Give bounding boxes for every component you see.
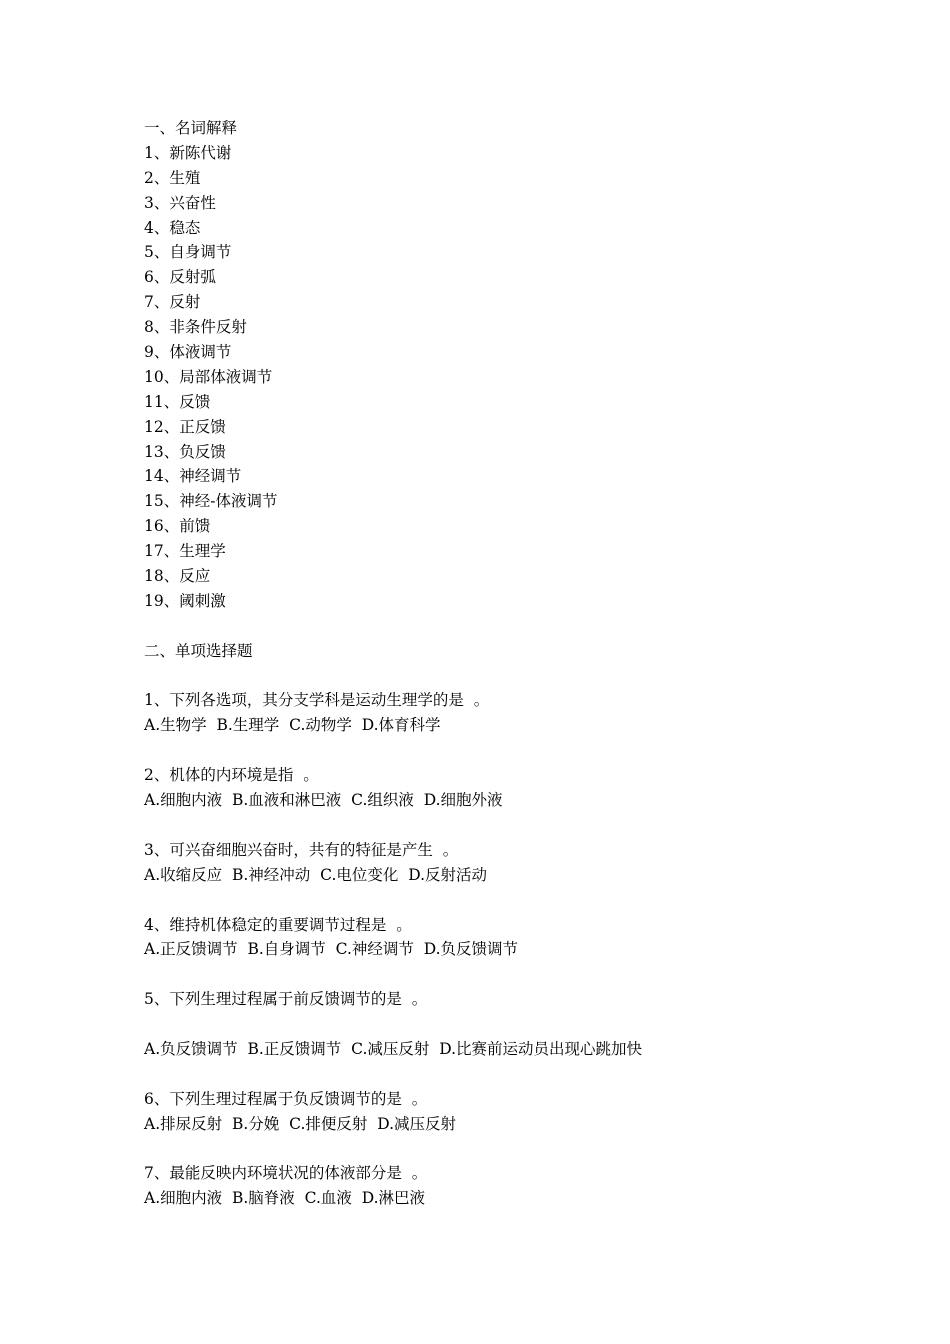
question-options: A.正反馈调节 B.自身调节 C.神经调节 D.负反馈调节 [144,940,519,959]
question-text: 4、维持机体稳定的重要调节过程是 。 [144,915,412,934]
term-item: 8、非条件反射 [144,318,247,337]
spacer [144,1137,844,1162]
spacer [144,813,844,838]
spacer [144,888,844,913]
question-text: 1、下列各选项，其分支学科是运动生理学的是 。 [144,691,490,710]
spacer [144,1062,844,1087]
term-item: 2、生殖 [144,168,201,187]
spacer [144,962,844,987]
term-item: 13、负反馈 [144,442,226,461]
question-text: 2、机体的内环境是指 。 [144,766,319,785]
document-page [144,116,844,1211]
question-options: A.生物学 B.生理学 C.动物学 D.体育科学 [144,716,441,735]
spacer [144,738,844,763]
section-heading-multiple-choice: 二、单项选择题 [144,641,253,660]
term-item: 7、反射 [144,293,201,312]
term-item: 10、局部体液调节 [144,367,273,386]
term-item: 12、正反馈 [144,417,226,436]
term-item: 18、反应 [144,567,211,586]
question-options: A.排尿反射 B.分娩 C.排便反射 D.减压反射 [144,1114,457,1133]
term-item: 14、神经调节 [144,467,242,486]
spacer [144,664,844,689]
term-item: 19、阈刺激 [144,591,226,610]
question-text: 3、可兴奋细胞兴奋时，共有的特征是产生 。 [144,840,459,859]
term-item: 1、新陈代谢 [144,143,232,162]
spacer [144,614,844,639]
term-item: 4、稳态 [144,218,201,237]
question-options: A.细胞内液 B.血液和淋巴液 C.组织液 D.细胞外液 [144,791,503,810]
question-options: A.收缩反应 B.神经冲动 C.电位变化 D.反射活动 [144,865,488,884]
question-text: 6、下列生理过程属于负反馈调节的是 。 [144,1089,428,1108]
question-options: A.负反馈调节 B.正反馈调节 C.减压反射 D.比赛前运动员出现心跳加快 [144,1039,643,1058]
question-options: A.细胞内液 B.脑脊液 C.血液 D.淋巴液 [144,1189,426,1208]
term-item: 9、体液调节 [144,343,232,362]
term-item: 5、自身调节 [144,243,232,262]
term-item: 15、神经-体液调节 [144,492,278,511]
section-heading-definitions: 一、名词解释 [144,119,238,137]
question-text: 7、最能反映内环境状况的体液部分是 。 [144,1164,428,1183]
term-item: 17、生理学 [144,542,226,561]
question-text: 5、下列生理过程属于前反馈调节的是 。 [144,990,428,1009]
term-item: 3、兴奋性 [144,193,216,212]
spacer [144,1012,844,1037]
term-item: 16、前馈 [144,517,211,536]
term-item: 6、反射弧 [144,268,216,287]
term-item: 11、反馈 [144,392,211,411]
